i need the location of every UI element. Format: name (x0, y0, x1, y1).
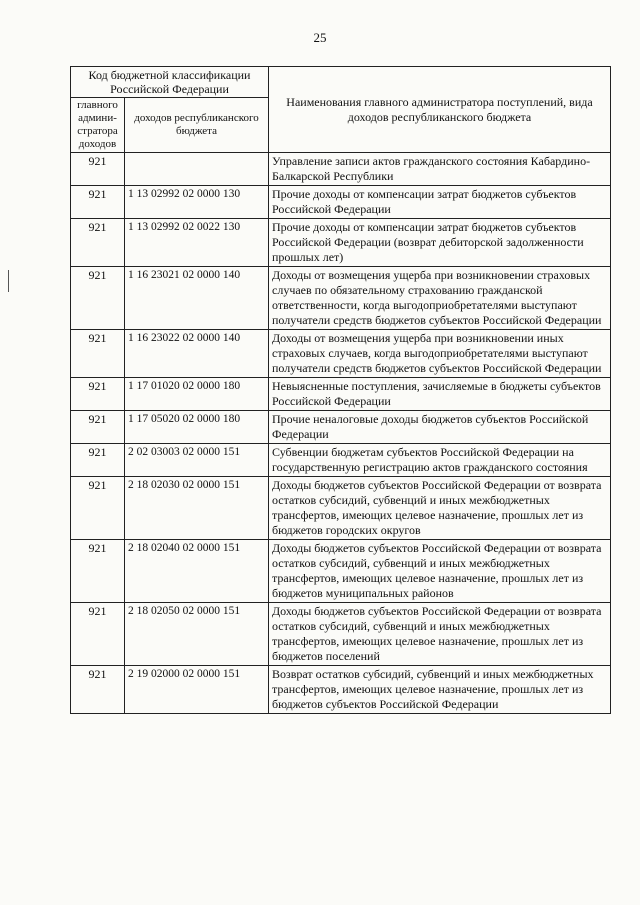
cell-name: Доходы бюджетов субъектов Российской Федерации от возврата остатков субсидий, субвенций и иных межбюджетных трансфертов, имеющих целевое назначение, прошлых лет из бюджетов городских округов (269, 477, 611, 540)
cell-name: Управление записи актов гражданского состояния Кабардино-Балкарской Республики (269, 153, 611, 186)
header-group: Код бюджетной классификации Российской Федерации (71, 67, 269, 98)
budget-classification-table (70, 66, 611, 714)
cell-admin: 921 (71, 666, 125, 714)
cell-name: Возврат остатков субсидий, субвенций и иных межбюджетных трансфертов, имеющих целевое назначение, прошлых лет из бюджетов субъектов Российской Федерации (269, 666, 611, 714)
cell-admin: 921 (71, 411, 125, 444)
table-row (71, 603, 611, 666)
header-admin: главного админи-стратора доходов (71, 98, 125, 153)
table-row (71, 267, 611, 330)
cell-code: 2 18 02040 02 0000 151 (125, 540, 269, 603)
cell-admin: 921 (71, 267, 125, 330)
table-row (71, 219, 611, 267)
cell-name: Доходы от возмещения ущерба при возникновении иных страховых случаев, когда выгодоприобретателями выступают получатели средств бюджетов субъектов Российской Федерации (269, 330, 611, 378)
table-row (71, 378, 611, 411)
cell-name: Доходы от возмещения ущерба при возникновении страховых случаев по обязательному страхованию гражданской ответственности, когда выгодоприобретателями выступают получатели средств бюджетов субъектов Российской Федерации (269, 267, 611, 330)
cell-name: Невыясненные поступления, зачисляемые в бюджеты субъектов Российской Федерации (269, 378, 611, 411)
cell-admin: 921 (71, 477, 125, 540)
table-row (71, 666, 611, 714)
header-income: доходов республиканского бюджета (125, 98, 269, 153)
cell-code: 2 18 02030 02 0000 151 (125, 477, 269, 540)
margin-mark (8, 270, 9, 292)
cell-code: 1 13 02992 02 0000 130 (125, 186, 269, 219)
table-row (71, 153, 611, 186)
table-row (71, 186, 611, 219)
cell-code: 1 17 01020 02 0000 180 (125, 378, 269, 411)
cell-code (125, 153, 269, 186)
cell-name: Субвенции бюджетам субъектов Российской Федерации на государственную регистрацию актов гражданского состояния (269, 444, 611, 477)
cell-admin: 921 (71, 603, 125, 666)
table-body (71, 153, 611, 714)
cell-code: 1 17 05020 02 0000 180 (125, 411, 269, 444)
header-name: Наименования главного администратора поступлений, вида доходов республиканского бюджета (269, 67, 611, 153)
cell-admin: 921 (71, 444, 125, 477)
cell-code: 1 16 23021 02 0000 140 (125, 267, 269, 330)
table-row (71, 477, 611, 540)
cell-name: Прочие неналоговые доходы бюджетов субъектов Российской Федерации (269, 411, 611, 444)
table-row (71, 444, 611, 477)
cell-admin: 921 (71, 186, 125, 219)
table-row (71, 411, 611, 444)
page-number: 25 (313, 30, 327, 45)
cell-name: Доходы бюджетов субъектов Российской Федерации от возврата остатков субсидий, субвенций и иных межбюджетных трансфертов, имеющих целевое назначение, прошлых лет из бюджетов муниципальных районов (269, 540, 611, 603)
cell-admin: 921 (71, 330, 125, 378)
cell-code: 1 13 02992 02 0022 130 (125, 219, 269, 267)
table-row (71, 330, 611, 378)
cell-admin: 921 (71, 219, 125, 267)
cell-code: 2 02 03003 02 0000 151 (125, 444, 269, 477)
cell-name: Прочие доходы от компенсации затрат бюджетов субъектов Российской Федерации (возврат дебиторской задолженности прошлых лет) (269, 219, 611, 267)
cell-admin: 921 (71, 378, 125, 411)
table-row (71, 540, 611, 603)
cell-name: Прочие доходы от компенсации затрат бюджетов субъектов Российской Федерации (269, 186, 611, 219)
cell-admin: 921 (71, 540, 125, 603)
cell-code: 2 19 02000 02 0000 151 (125, 666, 269, 714)
cell-code: 1 16 23022 02 0000 140 (125, 330, 269, 378)
cell-admin: 921 (71, 153, 125, 186)
cell-name: Доходы бюджетов субъектов Российской Федерации от возврата остатков субсидий, субвенций и иных межбюджетных трансфертов, имеющих целевое назначение, прошлых лет из бюджетов поселений (269, 603, 611, 666)
cell-code: 2 18 02050 02 0000 151 (125, 603, 269, 666)
